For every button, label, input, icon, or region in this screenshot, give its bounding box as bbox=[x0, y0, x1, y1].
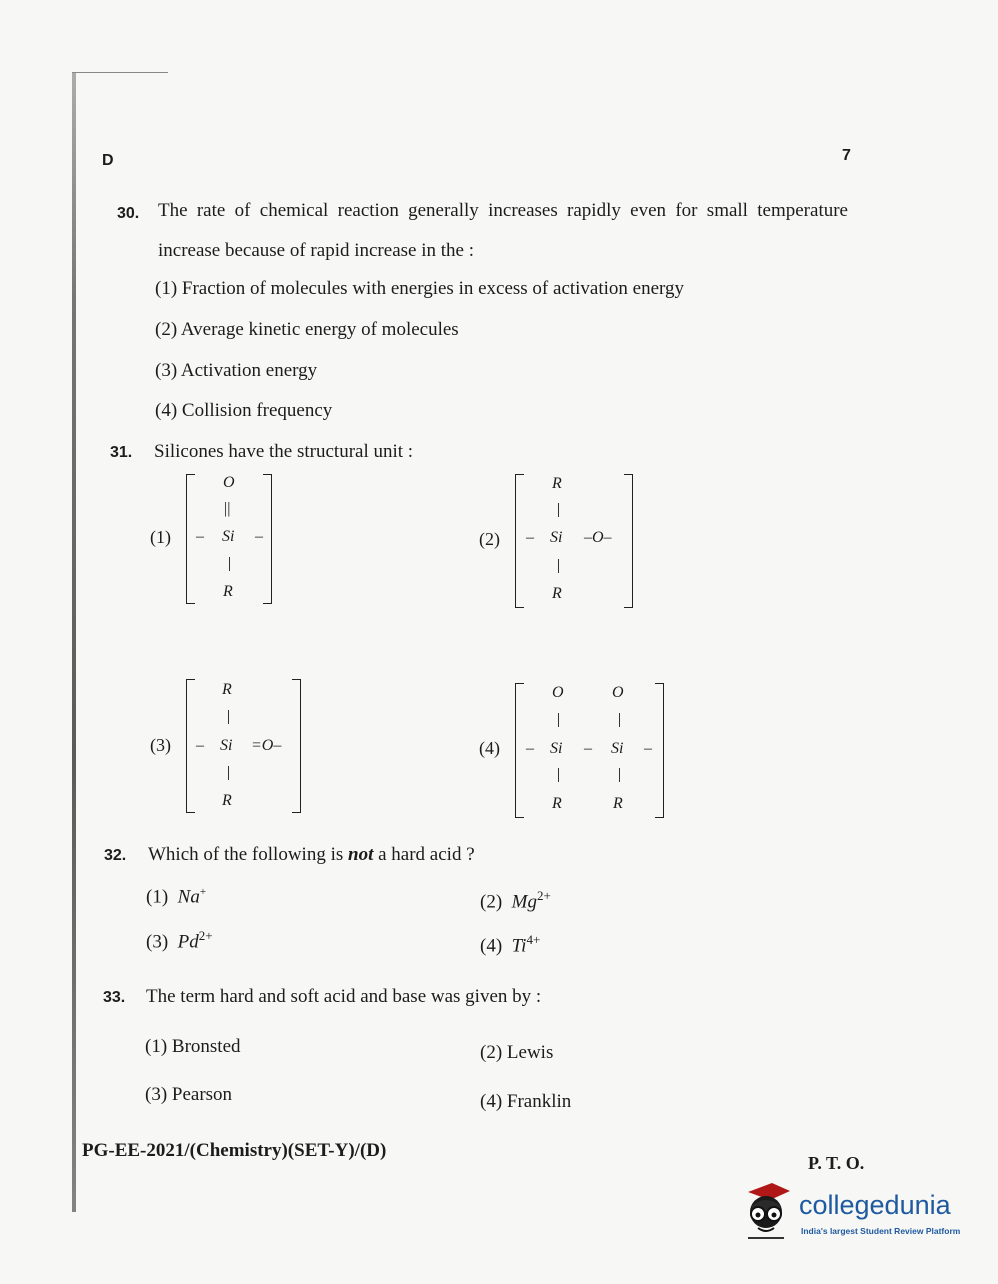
single-bond bbox=[228, 710, 229, 724]
silicon-atom: Si bbox=[222, 528, 235, 545]
bottom-atom-1: R bbox=[552, 795, 562, 812]
question-text: The term hard and soft acid and base was given by : bbox=[146, 986, 542, 1007]
si-si-bond: – bbox=[584, 740, 592, 757]
silicon-atom-1: Si bbox=[550, 740, 563, 757]
option-1: (1) Fraction of molecules with energies in excess of activation energy bbox=[155, 278, 685, 299]
question-text: The rate of chemical reaction generally increases rapidly even for small temperature bbox=[158, 200, 848, 221]
paper-code: PG-EE-2021/(Chemistry)(SET-Y)/(D) bbox=[82, 1140, 387, 1161]
brand-tagline: India's largest Student Review Platform bbox=[801, 1226, 961, 1236]
page-number: 7 bbox=[842, 147, 851, 164]
question-number: 31. bbox=[110, 444, 133, 461]
bottom-atom: R bbox=[222, 792, 232, 809]
student-mascot-icon bbox=[738, 1180, 796, 1242]
silicon-atom-2: Si bbox=[611, 740, 624, 757]
right-bond: –O– bbox=[584, 529, 612, 546]
option-3: (3) Activation energy bbox=[155, 360, 318, 381]
watermark-logo bbox=[738, 1180, 968, 1250]
question-text-continued: increase because of rapid increase in the : bbox=[158, 240, 474, 261]
left-bracket bbox=[186, 679, 195, 813]
option-3: (3) Pearson bbox=[145, 1084, 233, 1105]
top-atom-1: O bbox=[552, 684, 564, 701]
right-bracket bbox=[655, 683, 664, 818]
option-label: (2) bbox=[479, 529, 500, 549]
top-atom: R bbox=[552, 475, 562, 492]
left-bond: – bbox=[526, 529, 534, 546]
question-number: 32. bbox=[104, 847, 127, 864]
set-letter: D bbox=[102, 152, 114, 169]
left-bracket bbox=[515, 474, 524, 608]
top-atom: R bbox=[222, 681, 232, 698]
option-2: (2) Average kinetic energy of molecules bbox=[155, 319, 459, 340]
option-1: (1) Na+ bbox=[146, 886, 207, 908]
right-bracket bbox=[292, 679, 301, 813]
single-bond bbox=[558, 768, 559, 782]
left-bond: – bbox=[196, 737, 204, 754]
scan-top-line bbox=[72, 72, 168, 73]
option-4: (4) $Ti^{4+}$ bbox=[480, 932, 541, 957]
left-bracket bbox=[186, 474, 195, 604]
option-3: (3) $Pd^{2+}$ bbox=[146, 928, 213, 953]
top-atom: O bbox=[223, 474, 235, 491]
right-bond: – bbox=[644, 740, 652, 757]
single-bond bbox=[619, 713, 620, 727]
left-bond: – bbox=[196, 528, 204, 545]
right-bond: =O– bbox=[251, 737, 282, 754]
brand-name: collegedunia bbox=[799, 1190, 951, 1220]
bottom-atom: R bbox=[223, 583, 233, 600]
single-bond bbox=[558, 559, 559, 573]
bottom-atom: R bbox=[552, 585, 562, 602]
single-bond bbox=[229, 557, 230, 571]
double-bond: || bbox=[224, 500, 231, 517]
option-4: (4) Collision frequency bbox=[155, 400, 333, 421]
option-label: (4) bbox=[479, 738, 500, 758]
option-label: (1) bbox=[150, 527, 171, 547]
question-text: Which of the following is not a hard acid ? bbox=[148, 844, 475, 865]
question-text: Silicones have the structural unit : bbox=[154, 441, 414, 462]
single-bond bbox=[619, 768, 620, 782]
option-2: (2) $Mg^{2+}$ bbox=[480, 888, 551, 913]
silicon-atom: Si bbox=[220, 737, 233, 754]
question-number: 33. bbox=[103, 989, 126, 1006]
right-bracket bbox=[624, 474, 633, 608]
top-atom-2: O bbox=[612, 684, 624, 701]
question-number: 30. bbox=[117, 205, 140, 222]
page-turn-note: P. T. O. bbox=[808, 1153, 865, 1173]
left-bracket bbox=[515, 683, 524, 818]
single-bond bbox=[558, 503, 559, 517]
option-1: (1) Bronsted bbox=[145, 1036, 241, 1057]
option-label: (3) bbox=[150, 735, 171, 755]
silicon-atom: Si bbox=[550, 529, 563, 546]
right-bracket bbox=[263, 474, 272, 604]
emphasis-not: not bbox=[348, 844, 374, 865]
single-bond bbox=[558, 713, 559, 727]
option-4: (4) Franklin bbox=[480, 1091, 572, 1112]
left-bond: – bbox=[526, 740, 534, 757]
scan-edge bbox=[72, 72, 76, 1212]
single-bond bbox=[228, 766, 229, 780]
bottom-atom-2: R bbox=[613, 795, 623, 812]
right-bond: – bbox=[255, 528, 263, 545]
option-2: (2) Lewis bbox=[480, 1042, 554, 1063]
